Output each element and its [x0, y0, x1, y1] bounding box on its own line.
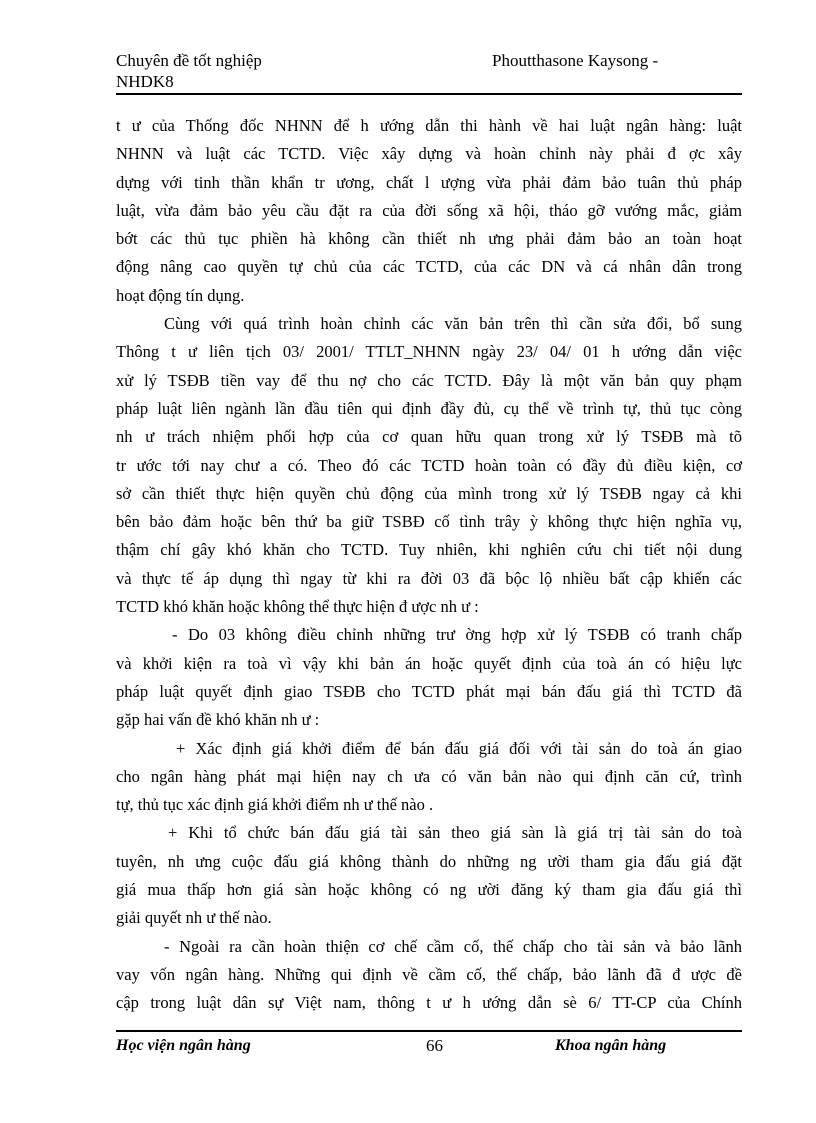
body-line: + Xác định giá khởi điểm để bán đấu giá đối với tài sản do toà án giao	[176, 738, 742, 758]
body-line: tuyên, nh ưng cuộc đấu giá không thành do những ng ười tham gia đấu giá đặt	[116, 851, 742, 871]
body-line: bên bảo đảm hoặc bên thứ ba giữ TSBĐ cố tình trây ỳ không thực hiện nghĩa vụ,	[116, 512, 742, 532]
body-line: luật, vừa đảm bảo yêu cầu đặt ra của đời sống xã hội, tháo gỡ vướng mắc, giảm	[116, 200, 742, 220]
body-line: cập trong luật dân sự Việt nam, thông t ư h ướng dẫn sè 6/ TT-CP của Chính	[116, 993, 742, 1013]
footer-institution: Học viện ngân hàng	[116, 1037, 251, 1054]
body-line: - Do 03 không điều chỉnh những trư ờng hợp xử lý TSĐB có tranh chấp	[172, 625, 742, 645]
body-line: NHNN và luật các TCTD. Việc xây dựng và hoàn chỉnh này phải đ ợc xây	[116, 144, 742, 164]
body-line: và thực tế áp dụng thì ngay từ khi ra đời 03 đã bộc lộ nhiều bất cập khiến các	[116, 568, 742, 588]
body-line: sở cần thiết thực hiện quyền chủ động của mình trong xử lý TSĐB ngay cả khi	[116, 483, 742, 503]
body-line: Thông t ư liên tịch 03/ 2001/ TTLT_NHNN ngày 23/ 04/ 01 h ướng dẫn việc	[116, 342, 742, 362]
body-line: pháp luật quyết định giao TSĐB cho TCTD phát mại bán đấu giá thì TCTD đã	[116, 681, 742, 701]
body-line: bớt các thủ tục phiền hà không cần thiết nh ưng phải đảm bảo an toàn hoạt	[116, 229, 742, 249]
body-line: thậm chí gây khó khăn cho TCTD. Tuy nhiên, khi nghiên cứu chi tiết nội dung	[116, 540, 742, 560]
body-line: vay vốn ngân hàng. Những qui định về cầm cố, thế chấp, bảo lãnh đã đ ược đề	[116, 964, 742, 984]
body-line: giải quyết nh ư thế nào.	[116, 908, 272, 928]
body-text	[116, 112, 766, 1018]
body-line: pháp luật liên ngành lần đầu tiên qui định đầy đủ, cụ thể về trình tự, thủ tục còng	[116, 398, 742, 418]
body-line: gặp hai vấn đề khó khăn nh ư :	[116, 710, 320, 730]
page-number: 66	[426, 1036, 443, 1055]
body-line: nh ư trách nhiệm phối hợp của cơ quan hữu quan trong xử lý TSĐB mà tõ	[116, 427, 742, 447]
header-code: NHDK8	[116, 72, 174, 91]
header-left	[116, 50, 262, 92]
body-line: hoạt động tín dụng.	[116, 285, 245, 305]
body-line: giá mua thấp hơn giá sàn hoặc không có ng ười đăng ký tham gia đấu giá thì	[116, 880, 742, 900]
body-line: tr ước tới nay chư a có. Theo đó các TCTD hoàn toàn có đầy đủ điều kiện, cơ	[116, 455, 742, 475]
body-line: tự, thủ tục xác định giá khởi điểm nh ư thế nào .	[116, 795, 434, 815]
footer-department: Khoa ngân hàng	[555, 1037, 667, 1054]
body-line: cho ngân hàng phát mại hiện nay ch ưa có văn bản nào qui định căn cứ, trình	[116, 766, 742, 786]
body-line: dựng với tinh thần khẩn tr ương, chất l ượng vừa phải đảm bảo tuân thủ pháp	[116, 172, 742, 192]
header-title: Chuyên đề tốt nghiệp	[116, 51, 262, 70]
body-line: Cùng với quá trình hoàn chỉnh các văn bản trên thì cần sửa đổi, bổ sung	[164, 314, 742, 334]
body-line: + Khi tổ chức bán đấu giá tài sản theo giá sàn là giá trị tài sản do toà	[168, 823, 742, 843]
body-line: - Ngoài ra cần hoàn thiện cơ chế cầm cố, thế chấp cho tài sản và bảo lãnh	[164, 936, 742, 956]
body-line: động nâng cao quyền tự chủ của các TCTD, của các DN và cá nhân dân trong	[116, 257, 742, 277]
header-author: Phoutthasone Kaysong -	[492, 51, 659, 70]
header-rule	[116, 93, 742, 95]
body-line: TCTD khó khăn hoặc không thể thực hiện đ ược nh ư :	[116, 597, 479, 617]
body-line: xử lý TSĐB tiền vay để thu nợ cho các TCTD. Đây là một văn bản quy phạm	[116, 370, 742, 390]
footer-rule	[116, 1030, 742, 1032]
body-line: và khởi kiện ra toà vì vậy khi bản án hoặc quyết định của toà án có hiệu lực	[116, 653, 742, 673]
body-line: t ư của Thống đốc NHNN để h ướng dẫn thi hành về hai luật ngân hàng: luật	[116, 116, 742, 135]
